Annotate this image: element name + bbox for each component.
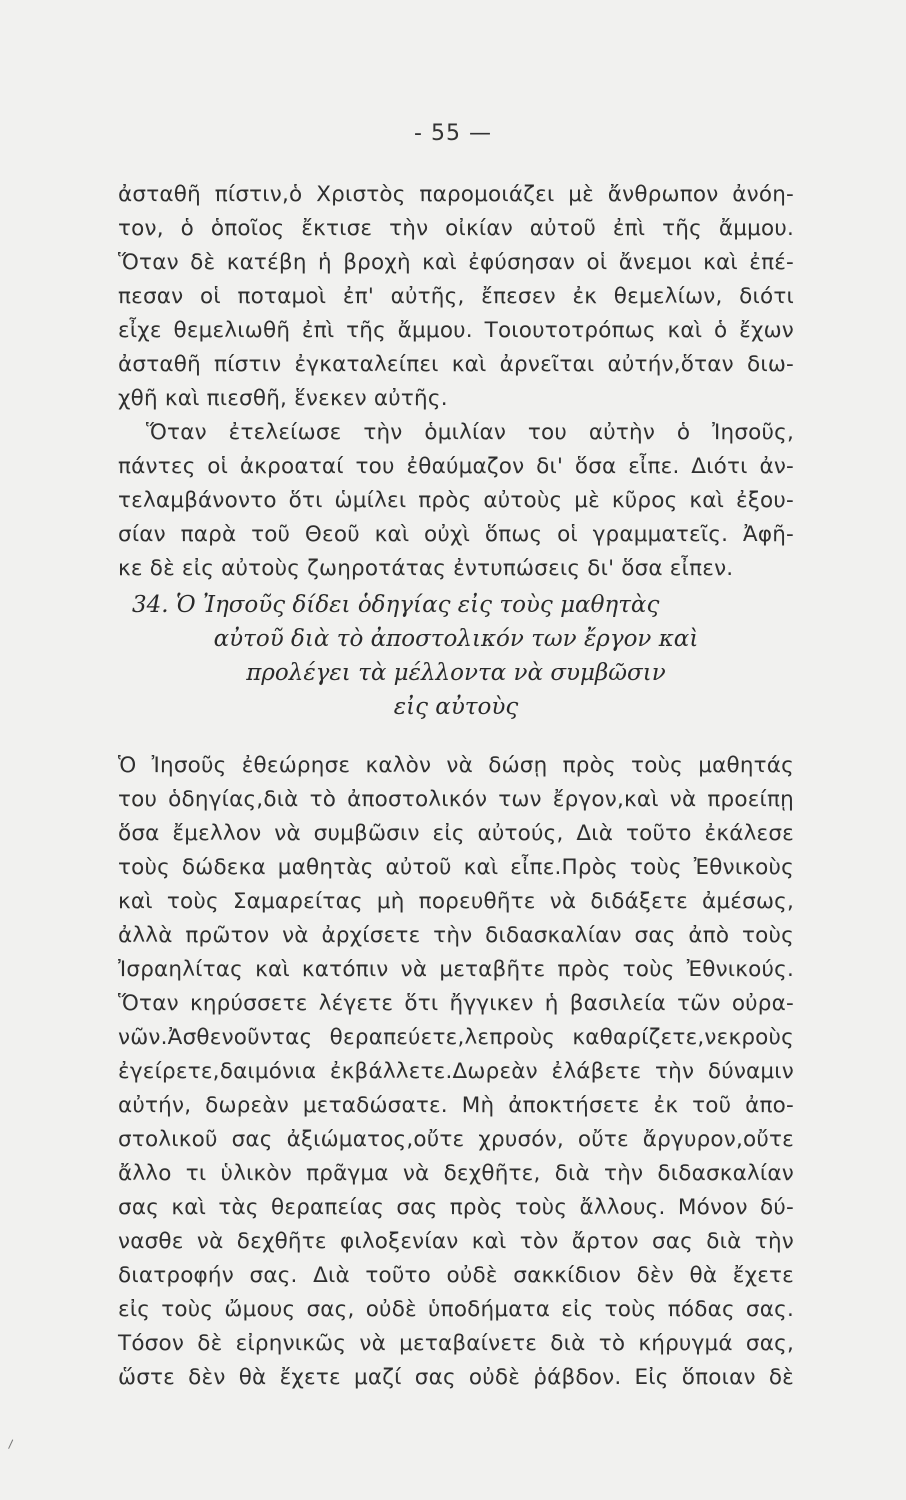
upper-text-block <box>118 178 794 586</box>
text-line: τελαμβάνοντο ὅτι ὡμίλει πρὸς αὐτοὺς μὲ κῦρος καὶ ἐξου- <box>118 488 794 513</box>
paragraph-3 <box>118 749 794 1395</box>
paper-speck <box>8 1439 17 1450</box>
text-line: Ὁ Ἰησοῦς ἐθεώρησε καλὸν νὰ δώσῃ πρὸς τοὺς μαθητάς <box>118 753 794 778</box>
heading-line: 34. Ὁ Ἰησοῦς δίδει ὁδηγίας εἰς τοὺς μαθητὰς <box>132 592 660 618</box>
text-line: Ὅταν κηρύσσετε λέγετε ὅτι ἤγγικεν ἡ βασιλεία τῶν οὐρα- <box>118 991 794 1016</box>
text-line: ὅσα ἔμελλον νὰ συμβῶσιν εἰς αὐτούς, Διὰ τοῦτο ἐκάλεσε <box>118 821 794 846</box>
text-line: Τόσον δὲ εἰρηνικῶς νὰ μεταβαίνετε διὰ τὸ κήρυγμά σας, <box>118 1331 794 1356</box>
paragraph-1 <box>118 178 794 416</box>
section-heading <box>118 588 794 724</box>
text-line: σίαν παρὰ τοῦ Θεοῦ καὶ οὐχὶ ὅπως οἱ γραμματεῖς. Ἀφῆ- <box>118 522 794 547</box>
text-line: ἀσταθῆ πίστιν ἐγκαταλείπει καὶ ἀρνεῖται αὐτήν,ὅταν διω- <box>118 352 794 377</box>
text-line: ἄλλο τι ὑλικὸν πρᾶγμα νὰ δεχθῆτε, διὰ τὴν διδασκαλίαν <box>118 1161 794 1186</box>
text-line: τοὺς δώδεκα μαθητὰς αὐτοῦ καὶ εἶπε.Πρὸς τοὺς Ἐθνικοὺς <box>118 855 794 880</box>
text-line: Ὅταν δὲ κατέβη ἡ βροχὴ καὶ ἐφύσησαν οἱ ἄνεμοι καὶ ἐπέ- <box>118 250 794 275</box>
text-line: Ἰσραηλίτας καὶ κατόπιν νὰ μεταβῆτε πρὸς τοὺς Ἐθνικούς. <box>118 957 794 982</box>
text-line: χθῆ καὶ πιεσθῆ, ἕνεκεν αὐτῆς. <box>118 386 448 411</box>
text-line: στολικοῦ σας ἀξιώματος,οὔτε χρυσόν, οὔτε ἄργυρον,οὔτε <box>118 1127 794 1152</box>
page-number: - 55 — <box>414 121 492 146</box>
text-line: πάντες οἱ ἀκροαταί του ἐθαύμαζον δι' ὅσα εἶπε. Διότι ἀν- <box>118 454 794 479</box>
text-line: κε δὲ εἰς αὐτοὺς ζωηροτάτας ἐντυπώσεις δι' ὅσα εἶπεν. <box>118 556 734 581</box>
text-line: εἶχε θεμελιωθῆ ἐπὶ τῆς ἄμμου. Τοιουτοτρόπως καὶ ὁ ἔχων <box>118 318 794 343</box>
paragraph-2 <box>118 416 794 586</box>
heading-line: εἰς αὐτοὺς <box>393 694 519 720</box>
text-line: νασθε νὰ δεχθῆτε φιλοξενίαν καὶ τὸν ἄρτον σας διὰ τὴν <box>118 1229 794 1254</box>
text-line: νῶν.Ἀσθενοῦντας θεραπεύετε,λεπροὺς καθαρίζετε,νεκροὺς <box>118 1025 794 1050</box>
text-line: ἐγείρετε,δαιμόνια ἐκβάλλετε.Δωρεὰν ἐλάβετε τὴν δύναμιν <box>118 1059 794 1084</box>
text-line: ἀσταθῆ πίστιν,ὁ Χριστὸς παρομοιάζει μὲ ἄνθρωπον ἀνόη- <box>118 182 794 207</box>
text-line: σας καὶ τὰς θεραπείας σας πρὸς τοὺς ἄλλους. Μόνον δύ- <box>118 1195 794 1220</box>
text-line: τον, ὁ ὁποῖος ἔκτισε τὴν οἰκίαν αὐτοῦ ἐπὶ τῆς ἄμμου. <box>118 216 794 241</box>
text-line: πεσαν οἱ ποταμοὶ ἐπ' αὐτῆς, ἔπεσεν ἐκ θεμελίων, διότι <box>118 284 794 309</box>
lower-text-block <box>118 749 794 1395</box>
text-line: του ὁδηγίας,διὰ τὸ ἀποστολικόν των ἔργον,καὶ νὰ προείπῃ <box>118 787 794 812</box>
text-line: αὐτήν, δωρεὰν μεταδώσατε. Μὴ ἀποκτήσετε ἐκ τοῦ ἀπο- <box>118 1093 794 1118</box>
text-line: διατροφήν σας. Διὰ τοῦτο οὐδὲ σακκίδιον δὲν θὰ ἔχετε <box>118 1263 794 1288</box>
text-line: καὶ τοὺς Σαμαρείτας μὴ πορευθῆτε νὰ διδάξετε ἀμέσως, <box>118 889 794 914</box>
text-line: ἀλλὰ πρῶτον νὰ ἀρχίσετε τὴν διδασκαλίαν σας ἀπὸ τοὺς <box>118 923 794 948</box>
text-line: ὥστε δὲν θὰ ἔχετε μαζί σας οὐδὲ ῥάβδον. Εἰς ὅποιαν δὲ <box>118 1365 794 1390</box>
text-line: Ὅταν ἐτελείωσε τὴν ὁμιλίαν του αὐτὴν ὁ Ἰησοῦς, <box>146 420 794 445</box>
heading-line: αὐτοῦ διὰ τὸ ἀποστολικόν των ἔργον καὶ <box>213 626 699 652</box>
text-line: εἰς τοὺς ὤμους σας, οὐδὲ ὑποδήματα εἰς τοὺς πόδας σας. <box>118 1297 794 1322</box>
heading-line: προλέγει τὰ μέλλοντα νὰ συμβῶσιν <box>246 660 666 686</box>
